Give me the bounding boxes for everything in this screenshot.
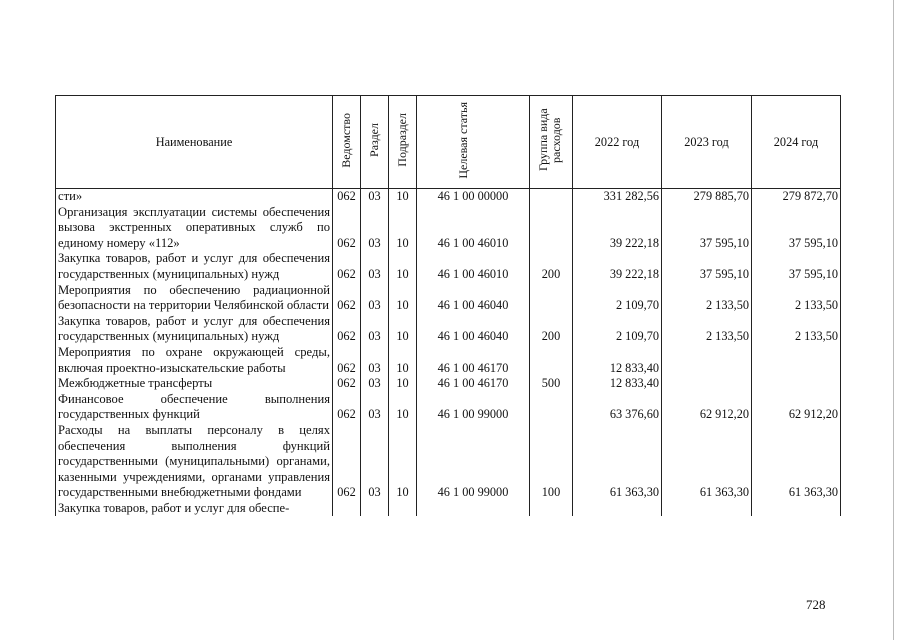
cell-2023: 37 595,10: [662, 205, 752, 252]
cell-2024: 279 872,70: [752, 189, 841, 205]
cell-agency: 062: [333, 251, 361, 282]
cell-2022: 12 833,40: [573, 345, 662, 376]
cell-agency: 062: [333, 392, 361, 423]
cell-name: Закупка товаров, работ и услуг для обеспечения государственных (муниципальных) нужд: [56, 314, 333, 345]
cell-2024: [752, 501, 841, 517]
cell-name: Финансовое обеспечение выполнения государственных функций: [56, 392, 333, 423]
table-row: [56, 501, 841, 517]
cell-expense-group: [530, 205, 573, 252]
header-section: Раздел: [361, 96, 389, 189]
cell-2023: 2 133,50: [662, 314, 752, 345]
cell-expense-group: [530, 392, 573, 423]
cell-agency: 062: [333, 423, 361, 501]
cell-2023: 37 595,10: [662, 251, 752, 282]
cell-2024: 62 912,20: [752, 392, 841, 423]
cell-2023: 2 133,50: [662, 283, 752, 314]
cell-2024: 37 595,10: [752, 251, 841, 282]
table-row: [56, 314, 841, 345]
cell-target: [417, 501, 530, 517]
cell-section: 03: [361, 423, 389, 501]
cell-name: Закупка товаров, работ и услуг для обеспечения государственных (муниципальных) нужд: [56, 251, 333, 282]
cell-agency: 062: [333, 283, 361, 314]
cell-subsection: [389, 501, 417, 517]
cell-expense-group: 200: [530, 251, 573, 282]
cell-name: Мероприятия по обеспечению радиационной безопасности на территории Челябинской области: [56, 283, 333, 314]
cell-2022: 39 222,18: [573, 251, 662, 282]
scan-edge-line: [893, 0, 894, 640]
cell-target: 46 1 00 46010: [417, 251, 530, 282]
cell-2023: 61 363,30: [662, 423, 752, 501]
budget-table: [55, 95, 841, 516]
cell-2024: [752, 376, 841, 392]
table-row: [56, 189, 841, 205]
header-target: Целевая статья: [417, 96, 530, 189]
header-agency: Ведомство: [333, 96, 361, 189]
cell-target: 46 1 00 99000: [417, 423, 530, 501]
cell-name: сти»: [56, 189, 333, 205]
cell-agency: 062: [333, 376, 361, 392]
cell-2023: [662, 376, 752, 392]
table-row: [56, 392, 841, 423]
cell-expense-group: [530, 283, 573, 314]
page-number: 728: [806, 597, 826, 612]
table-row: [56, 283, 841, 314]
cell-target: 46 1 00 99000: [417, 392, 530, 423]
table-row: [56, 376, 841, 392]
cell-subsection: 10: [389, 392, 417, 423]
cell-2023: [662, 501, 752, 517]
cell-section: 03: [361, 392, 389, 423]
cell-subsection: 10: [389, 251, 417, 282]
cell-section: 03: [361, 376, 389, 392]
cell-target: 46 1 00 46010: [417, 205, 530, 252]
header-name: Наименование: [56, 96, 333, 189]
cell-agency: [333, 501, 361, 517]
header-expense-group: Группа вида расходов: [530, 96, 573, 189]
cell-2023: 62 912,20: [662, 392, 752, 423]
cell-expense-group: 500: [530, 376, 573, 392]
cell-2022: 39 222,18: [573, 205, 662, 252]
cell-2022: 12 833,40: [573, 376, 662, 392]
cell-subsection: 10: [389, 314, 417, 345]
cell-section: 03: [361, 251, 389, 282]
header-2024: 2024 год: [752, 96, 841, 189]
cell-section: 03: [361, 314, 389, 345]
cell-subsection: 10: [389, 376, 417, 392]
header-subsection: Подраздел: [389, 96, 417, 189]
cell-2023: 279 885,70: [662, 189, 752, 205]
cell-2022: 331 282,56: [573, 189, 662, 205]
cell-agency: 062: [333, 345, 361, 376]
cell-target: 46 1 00 46040: [417, 314, 530, 345]
cell-2024: 2 133,50: [752, 283, 841, 314]
cell-name: Закупка товаров, работ и услуг для обеспе-: [56, 501, 333, 517]
cell-target: 46 1 00 46170: [417, 376, 530, 392]
cell-expense-group: [530, 501, 573, 517]
cell-2024: 37 595,10: [752, 205, 841, 252]
cell-name: Межбюджетные трансферты: [56, 376, 333, 392]
cell-2024: 61 363,30: [752, 423, 841, 501]
cell-expense-group: [530, 189, 573, 205]
cell-agency: 062: [333, 314, 361, 345]
cell-expense-group: [530, 345, 573, 376]
cell-subsection: 10: [389, 345, 417, 376]
table-row: [56, 345, 841, 376]
cell-target: 46 1 00 46170: [417, 345, 530, 376]
cell-subsection: 10: [389, 205, 417, 252]
cell-section: 03: [361, 345, 389, 376]
cell-expense-group: 200: [530, 314, 573, 345]
header-2022: 2022 год: [573, 96, 662, 189]
cell-agency: 062: [333, 189, 361, 205]
cell-2022: 61 363,30: [573, 423, 662, 501]
cell-section: 03: [361, 189, 389, 205]
cell-subsection: 10: [389, 189, 417, 205]
cell-2022: 63 376,60: [573, 392, 662, 423]
cell-2022: [573, 501, 662, 517]
cell-name: Организация эксплуатации системы обеспечения вызова экстренных оперативных служб по единому номеру «112»: [56, 205, 333, 252]
cell-2024: [752, 345, 841, 376]
cell-subsection: 10: [389, 423, 417, 501]
table-row: [56, 251, 841, 282]
cell-2023: [662, 345, 752, 376]
header-2023: 2023 год: [662, 96, 752, 189]
cell-agency: 062: [333, 205, 361, 252]
cell-section: [361, 501, 389, 517]
cell-name: Мероприятия по охране окружающей среды, включая проектно-изыскательские работы: [56, 345, 333, 376]
cell-target: 46 1 00 00000: [417, 189, 530, 205]
cell-section: 03: [361, 283, 389, 314]
cell-2022: 2 109,70: [573, 314, 662, 345]
table-row: [56, 205, 841, 252]
table-row: [56, 423, 841, 501]
cell-target: 46 1 00 46040: [417, 283, 530, 314]
cell-2022: 2 109,70: [573, 283, 662, 314]
table-header-row: [56, 96, 841, 189]
cell-section: 03: [361, 205, 389, 252]
cell-subsection: 10: [389, 283, 417, 314]
cell-expense-group: 100: [530, 423, 573, 501]
cell-name: Расходы на выплаты персоналу в целях обеспечения выполнения функций государственными (муниципальными) органами, казенными учреждениями, органами управления государственными внебюджетными фондами: [56, 423, 333, 501]
cell-2024: 2 133,50: [752, 314, 841, 345]
